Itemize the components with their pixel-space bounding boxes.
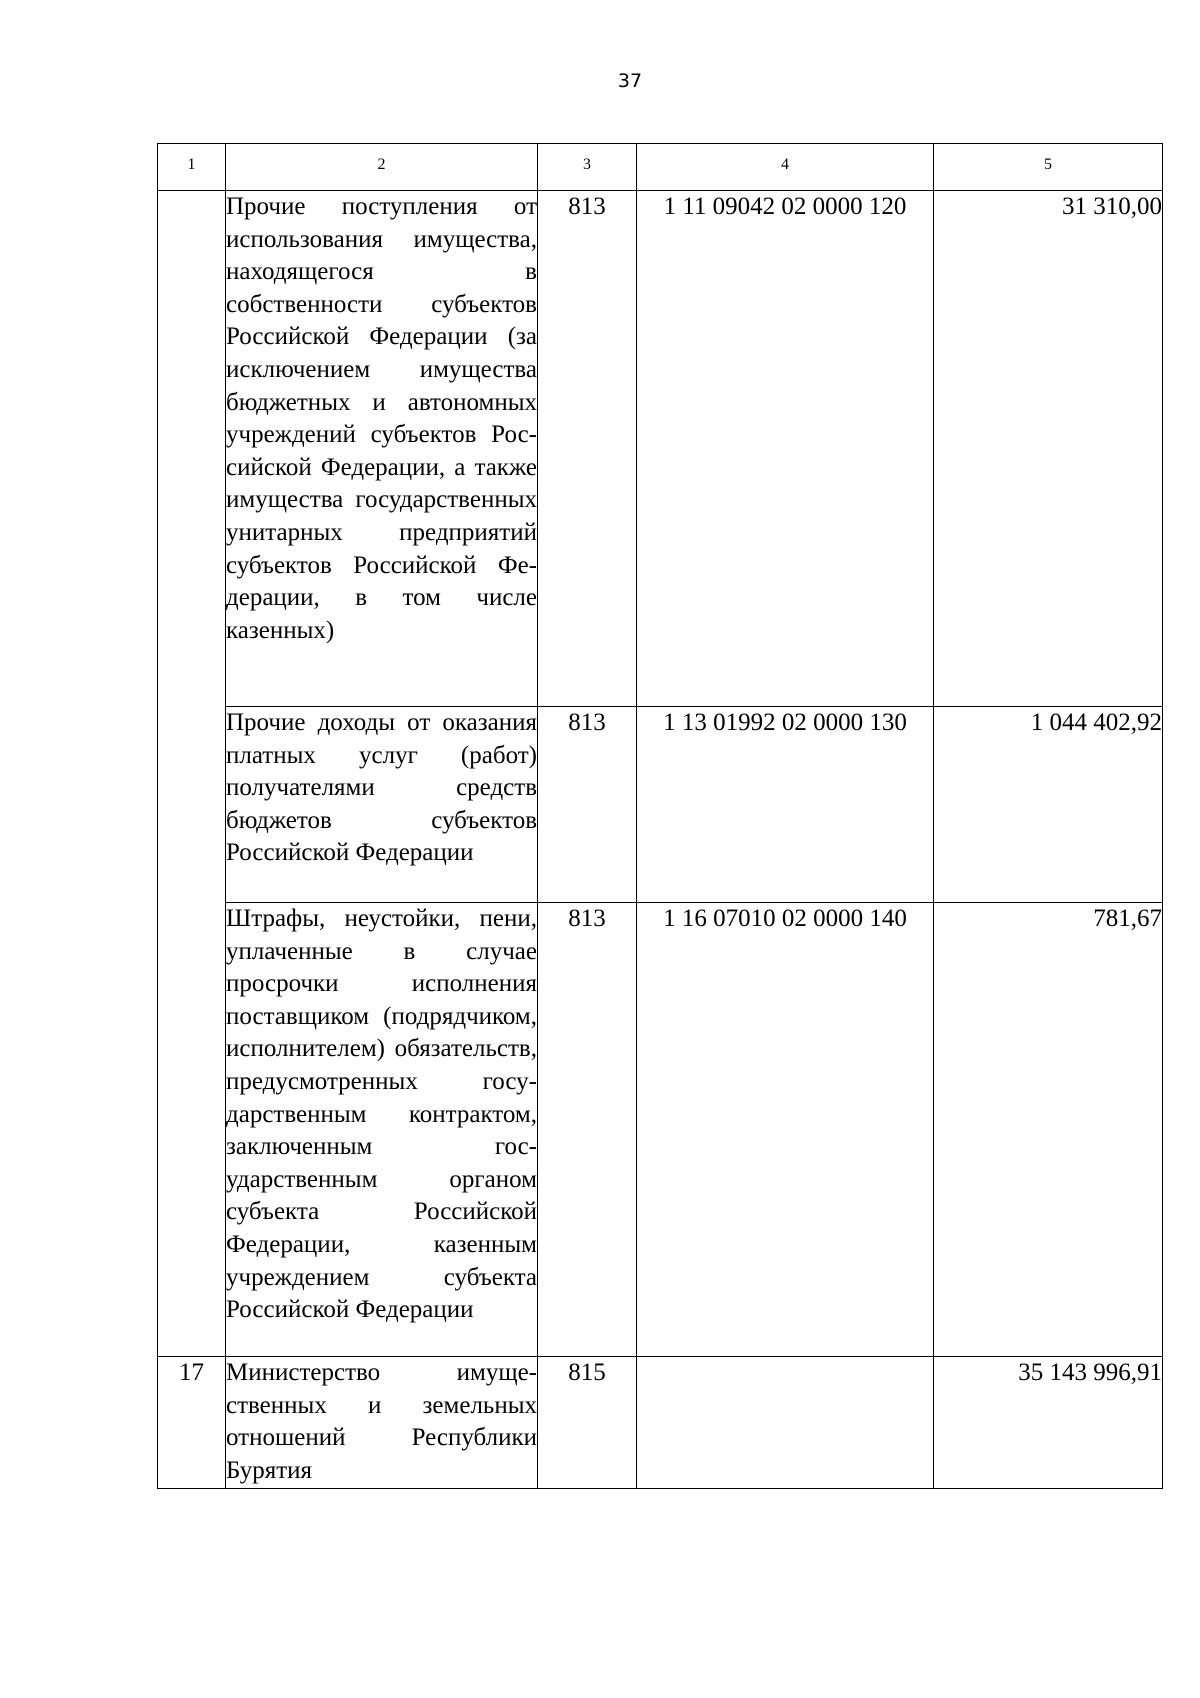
- table-header-row: [158, 144, 1163, 191]
- budget-classification-code: 1 11 09042 02 0000 120: [637, 191, 934, 707]
- page-number: 37: [617, 70, 643, 92]
- admin-code: 813: [538, 191, 637, 707]
- header-col-5: 5: [934, 144, 1163, 191]
- header-col-2: 2: [226, 144, 538, 191]
- header-col-1: 1: [158, 144, 226, 191]
- row-number: [158, 707, 226, 903]
- header-col-4: 4: [637, 144, 934, 191]
- budget-classification-code: 1 16 07010 02 0000 140: [637, 903, 934, 1357]
- row-number: [158, 191, 226, 707]
- row-number: 17: [158, 1357, 226, 1489]
- amount: 31 310,00: [934, 191, 1163, 707]
- revenue-name: Штрафы, неустойки, пени, уплаченные в случае просрочки исполнения поставщиком (подрядчиком, исполнителем) обязательств, предусмотренных государственным контрактом, заключенным государственным органом субъекта Российской Федерации, казенным учреждением субъекта Российской Федерации: [226, 903, 538, 1357]
- amount: 35 143 996,91: [934, 1357, 1163, 1489]
- budget-classification-code: 1 13 01992 02 0000 130: [637, 707, 934, 903]
- amount: 781,67: [934, 903, 1163, 1357]
- admin-code: 813: [538, 903, 637, 1357]
- header-col-3: 3: [538, 144, 637, 191]
- table-row: [158, 191, 1163, 707]
- amount: 1 044 402,92: [934, 707, 1163, 903]
- table-row: [158, 903, 1163, 1357]
- revenue-name: Министерство имущественных и земельных отношений Республики Бурятия: [226, 1357, 538, 1489]
- revenue-name: Прочие доходы от оказания платных услуг (работ) получателями средств бюджетов субъектов Российской Федерации: [226, 707, 538, 903]
- admin-code: 813: [538, 707, 637, 903]
- row-number: [158, 903, 226, 1357]
- budget-classification-code: [637, 1357, 934, 1489]
- table-row: [158, 707, 1163, 903]
- table-row: [158, 1357, 1163, 1489]
- revenue-name: Прочие поступления от использования имущества, находящегося в собственности субъектов Российской Федерации (за исключением имущества бюджетных и автономных учреждений субъектов Российской Федерации, а также имущества государственных унитарных предприятий субъектов Российской Федерации, в том числе казенных): [226, 191, 538, 707]
- admin-code: 815: [538, 1357, 637, 1489]
- revenue-table: [157, 143, 1163, 1489]
